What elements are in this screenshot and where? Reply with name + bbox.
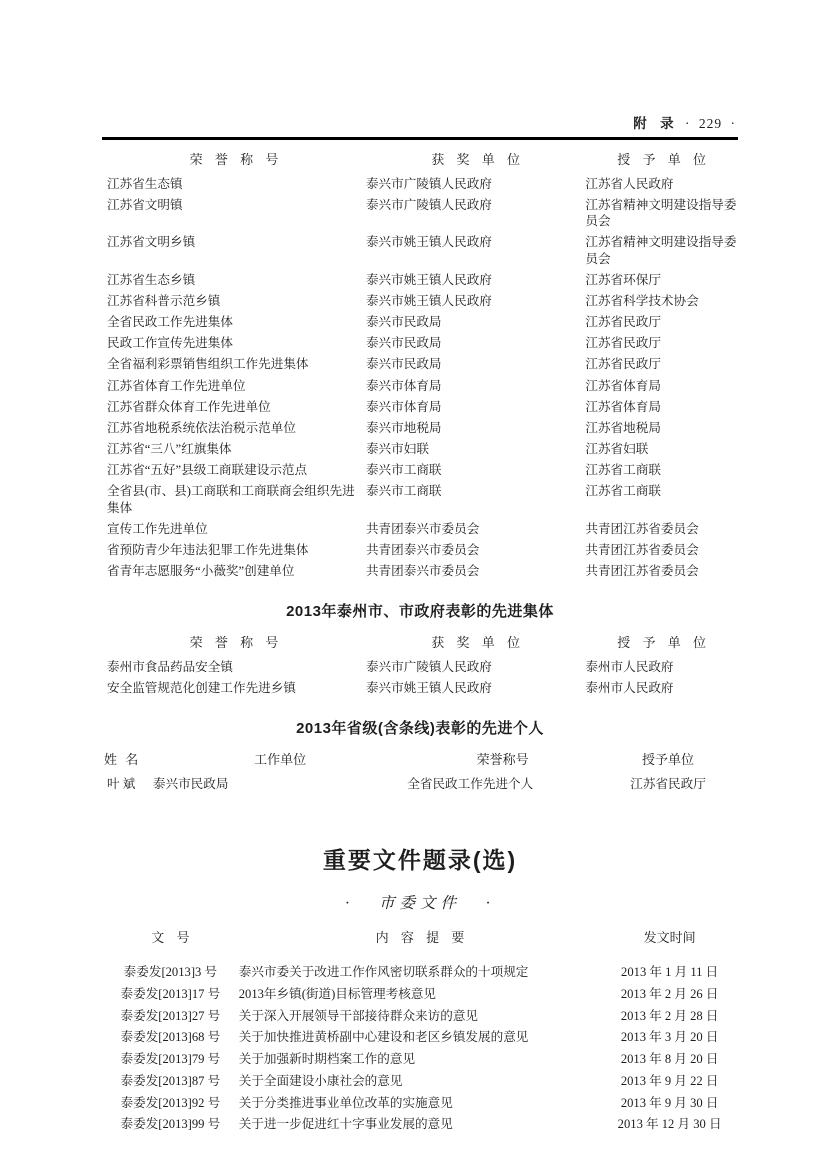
table-row [102,195,738,233]
table-cell: 江苏省民政厅 [585,336,661,351]
table-cell: 泰兴市姚王镇人民政府 [365,235,492,250]
table-cell: 全省福利彩票销售组织工作先进集体 [107,357,309,372]
table-cell: 泰兴市委关于改进工作作风密切联系群众的十项规定 [238,964,529,979]
table-cell: 泰州市人民政府 [585,681,674,696]
table-cell: 江苏省精神文明建设指导委员会 [585,197,737,229]
table-cell: 江苏省生态乡镇 [107,273,196,288]
table-cell: 江苏省精神文明建设指导委员会 [585,235,737,266]
table-row [102,270,738,291]
table-cell: 共青团江苏省委员会 [585,542,699,557]
running-head-label: 附 录 [633,116,675,131]
table-cell: 安全监管规范化创建工作先进乡镇 [107,681,296,696]
table-cell: 2013 年 9 月 30 日 [620,1095,719,1110]
table-cell: 江苏省“五好”县级工商联建设示范点 [107,463,308,478]
table-row [102,333,738,354]
city-awards-header [102,623,738,657]
table-cell: 宣传工作先进单位 [107,521,208,536]
table-cell: 泰兴市体育局 [365,378,442,393]
table-row [102,1005,738,1027]
table-cell: 泰委发[2013]17 号 [120,986,221,1001]
table-row [102,657,738,678]
table-cell: 江苏省工商联 [585,484,661,499]
table-cell: 2013 年 2 月 28 日 [620,1008,719,1023]
table-cell: 全省县(市、县)工商联和工商联商会组织先进集体 [107,484,355,515]
province-awards-body [102,174,738,583]
column-header-grantor: 授予单位 [642,752,695,768]
table-cell: 2013 年 1 月 11 日 [621,964,719,979]
individuals-header [102,740,738,774]
table-row [102,561,738,582]
table-cell: 江苏省体育局 [585,399,661,414]
table-row [102,481,738,519]
table-row [102,1071,738,1093]
documents-section-subtitle: · 市委文件 · [345,894,495,912]
table-cell: 江苏省民政厅 [585,315,661,330]
table-cell: 江苏省民政厅 [585,357,661,372]
table-row [102,1027,738,1049]
table-cell: 江苏省文明镇 [107,197,183,212]
table-cell: 江苏省妇联 [585,441,649,456]
city-awards-title: 2013年泰州市、市政府表彰的先进集体 [286,603,554,621]
table-cell: 关于加快推进黄桥副中心建设和老区乡镇发展的意见 [238,1030,529,1045]
table-row [102,376,738,397]
table-cell: 江苏省科普示范乡镇 [107,294,221,309]
table-row [102,519,738,540]
table-cell: 江苏省生态镇 [107,176,183,191]
page-content [102,112,738,1136]
table-row [102,460,738,481]
column-header-name: 姓 名 [104,752,139,768]
column-header-issuedate: 发文时间 [643,929,696,945]
table-row [102,354,738,375]
table-cell: 全省民政工作先进个人 [407,777,534,792]
documents-body [102,962,738,1136]
documents-header [102,917,738,962]
table-cell: 泰兴市工商联 [365,484,442,499]
table-cell: 民政工作宣传先进集体 [107,336,233,351]
running-head-page-number: · 229 · [685,116,736,131]
table-cell: 江苏省“三八”红旗集体 [107,441,232,456]
table-cell: 泰兴市妇联 [365,441,429,456]
column-header-docnumber: 文 号 [151,929,190,945]
column-header-summary: 内 容 提 要 [375,929,465,945]
table-cell: 共青团江苏省委员会 [585,521,699,536]
table-cell: 2013年乡镇(街道)目标管理考核意见 [238,986,437,1001]
table-cell: 泰兴市体育局 [365,399,442,414]
table-cell: 泰兴市民政局 [365,357,442,372]
table-cell: 江苏省体育局 [585,378,661,393]
table-cell: 泰兴市地税局 [365,420,442,435]
table-cell: 关于加强新时期档案工作的意见 [238,1052,416,1067]
running-head [102,112,738,132]
table-row [102,232,738,270]
column-header-winner: 获 奖 单 位 [431,151,521,167]
table-row [102,983,738,1005]
individuals-table [102,740,738,795]
table-cell: 关于深入开展领导干部接待群众来访的意见 [238,1008,479,1023]
table-cell: 泰兴市广陵镇人民政府 [365,660,492,675]
table-cell: 江苏省地税系统依法治税示范单位 [107,420,296,435]
individuals-title: 2013年省级(含条线)表彰的先进个人 [296,720,544,738]
table-cell: 江苏省体育工作先进单位 [107,378,246,393]
table-cell: 泰州市食品药品安全镇 [107,660,233,675]
table-cell: 关于全面建设小康社会的意见 [238,1073,403,1088]
table-row [102,1049,738,1071]
table-row [102,1114,738,1136]
column-header-grantor: 授 予 单 位 [617,635,707,651]
table-cell: 泰委发[2013]79 号 [120,1052,221,1067]
table-cell: 叶 斌 [107,777,136,792]
column-header-honor: 荣誉称号 [476,752,529,768]
table-cell: 2013 年 2 月 26 日 [620,986,719,1001]
table-row [102,439,738,460]
table-cell: 泰兴市姚王镇人民政府 [365,294,492,309]
table-cell: 泰委发[2013]68 号 [120,1030,221,1045]
table-cell: 泰兴市广陵镇人民政府 [365,197,492,212]
table-cell: 江苏省群众体育工作先进单位 [107,399,271,414]
table-cell: 泰委发[2013]92 号 [120,1095,221,1110]
table-cell: 省预防青少年违法犯罪工作先进集体 [107,542,309,557]
table-cell: 泰兴市姚王镇人民政府 [365,681,492,696]
city-awards-body [102,657,738,699]
table-cell: 省青年志愿服务“小薇奖”创建单位 [107,564,295,579]
table-cell: 关于分类推进事业单位改革的实施意见 [238,1095,453,1110]
province-awards-header [102,140,738,174]
table-cell: 泰州市人民政府 [585,660,674,675]
table-cell: 共青团泰兴市委员会 [365,564,480,579]
table-row [102,962,738,984]
column-header-grantor: 授 予 单 位 [617,151,707,167]
table-row [102,678,738,699]
table-cell: 江苏省民政厅 [630,777,706,792]
table-cell: 江苏省科学技术协会 [585,294,699,309]
column-header-workunit: 工作单位 [254,752,307,768]
table-row [102,774,738,795]
table-row [102,397,738,418]
table-cell: 泰兴市民政局 [365,336,442,351]
table-cell: 江苏省人民政府 [585,176,674,191]
province-awards-table [102,140,738,583]
table-row [102,1092,738,1114]
table-cell: 2013 年 8 月 20 日 [620,1052,719,1067]
table-header-row [102,623,738,657]
table-cell: 全省民政工作先进集体 [107,315,233,330]
table-cell: 泰兴市姚王镇人民政府 [365,273,492,288]
table-row [102,174,738,195]
column-header-honor: 荣 誉 称 号 [189,151,279,167]
table-cell: 共青团江苏省委员会 [585,564,699,579]
table-cell: 泰兴市民政局 [152,777,229,792]
table-cell: 泰委发[2013]3 号 [123,964,218,979]
table-cell: 关于进一步促进红十字事业发展的意见 [238,1117,453,1132]
column-header-honor: 荣 誉 称 号 [189,635,279,651]
table-cell: 江苏省环保厅 [585,273,661,288]
table-cell: 2013 年 9 月 22 日 [620,1073,719,1088]
table-cell: 江苏省工商联 [585,463,661,478]
table-cell: 泰委发[2013]87 号 [120,1073,221,1088]
table-cell: 江苏省地税局 [585,420,661,435]
table-cell: 江苏省文明乡镇 [107,235,196,250]
table-cell: 2013 年 3 月 20 日 [620,1030,719,1045]
table-row [102,291,738,312]
table-header-row [102,140,738,174]
city-awards-table [102,623,738,699]
column-header-winner: 获 奖 单 位 [431,635,521,651]
table-cell: 泰兴市广陵镇人民政府 [365,176,492,191]
table-row [102,312,738,333]
table-cell: 泰兴市工商联 [365,463,442,478]
table-header-row [102,740,738,774]
table-cell: 泰委发[2013]27 号 [120,1008,221,1023]
table-cell: 共青团泰兴市委员会 [365,521,480,536]
table-cell: 2013 年 12 月 30 日 [617,1117,722,1132]
table-row [102,540,738,561]
table-header-row [102,917,738,962]
table-cell: 共青团泰兴市委员会 [365,542,480,557]
individuals-body [102,774,738,795]
documents-section-title: 重要文件题录(选) [322,846,518,873]
table-cell: 泰兴市民政局 [365,315,442,330]
documents-table [102,917,738,1136]
table-row [102,418,738,439]
table-cell: 泰委发[2013]99 号 [120,1117,221,1132]
